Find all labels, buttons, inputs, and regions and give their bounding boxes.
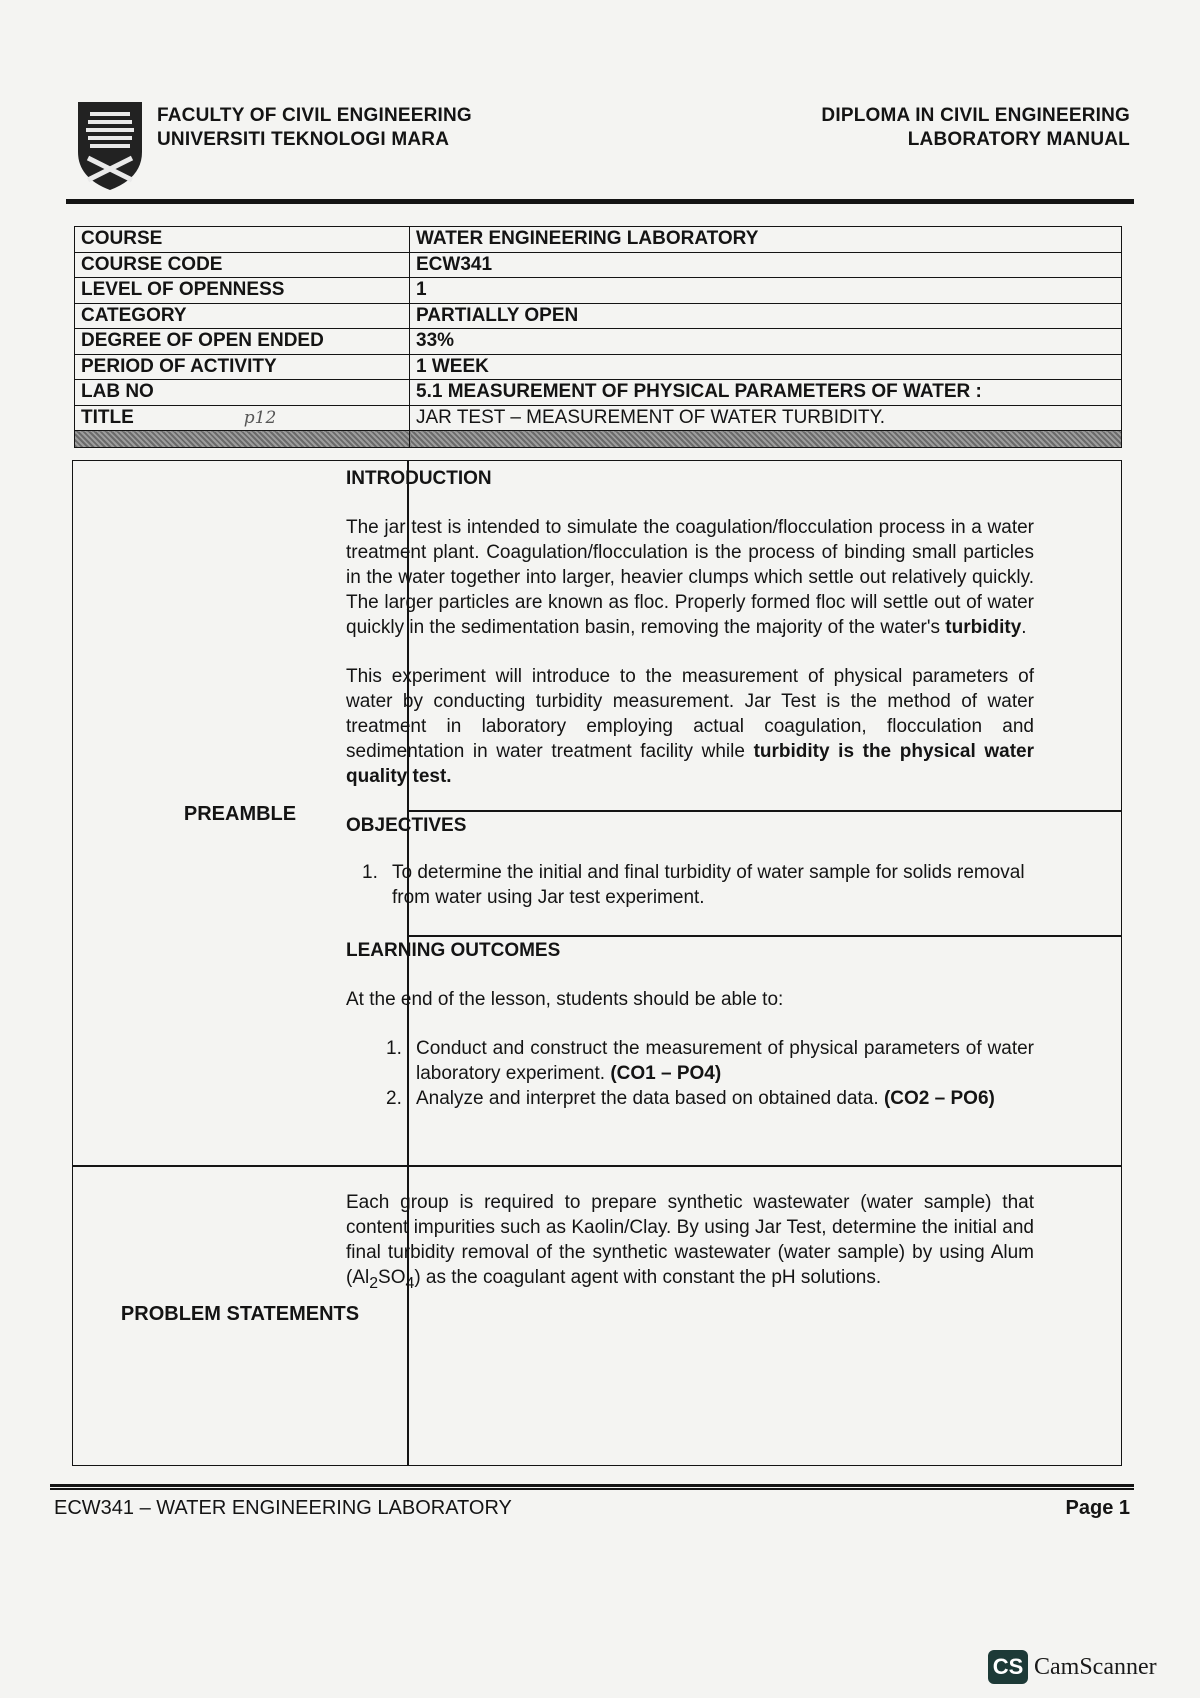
list-number: 1. [386,1038,402,1059]
outcome-text: Conduct and construct the measurement of physical parameters of water laboratory experiment. [416,1038,1034,1084]
list-number: 2. [386,1088,402,1109]
list-item [378,1086,1034,1111]
problem-divider [73,1165,1121,1167]
objective-text: To determine the initial and final turbidity of water sample for solids removal from water using Jar test experiment. [392,862,1025,908]
outcomes-divider [407,935,1121,937]
subscript: 4 [405,1274,415,1292]
introduction-paragraph-2 [346,664,1034,789]
outcome-text: Analyze and interpret the data based on obtained data. [416,1088,884,1109]
faculty-name: FACULTY OF CIVIL ENGINEERING [157,105,472,126]
shaded-cell [75,431,410,448]
manual-name: LABORATORY MANUAL [907,129,1130,150]
handwritten-note: p12 [243,407,277,428]
course-info-table [74,226,1122,448]
table-row [75,380,1122,406]
level-value: 1 [410,278,1122,304]
lab-no-value: 5.1 MEASUREMENT OF PHYSICAL PARAMETERS OF WATER : [410,380,1122,406]
table-row [75,252,1122,278]
problem-text: Each group is required to prepare synthetic wastewater (water sample) that content impurities such as Kaolin/Clay. By using Jar Test, determine the initial and final turbidity removal of the synthetic wastewater (water sample) by using Alum (Al [346,1192,1034,1288]
problem-statements-label: PROBLEM STATEMENTS [120,1303,360,1325]
objectives-list [346,860,1034,910]
header-rule [66,199,1134,204]
camscanner-logo-icon: CS [988,1650,1028,1684]
course-label: COURSE [75,227,410,253]
uitm-logo [74,100,146,192]
degree-label: DEGREE OF OPEN ENDED [75,329,410,355]
camscanner-watermark [988,1650,1157,1684]
table-row [75,278,1122,304]
title-value: JAR TEST – MEASUREMENT OF WATER TURBIDITY. [410,405,1122,431]
course-code-label: COURSE CODE [75,252,410,278]
category-value: PARTIALLY OPEN [410,303,1122,329]
intro-p1-text: The jar test is intended to simulate the coagulation/flocculation process in a water treatment plant. Coagulation/flocculation is the process of binding small particles in the water together into larger, heavier clumps which settle out relatively quickly. The larger particles are known as floc. Properly formed floc will settle out of water quickly in the sedimentation basin, removing the majority of the water's [346,517,1034,638]
introduction-paragraph-1 [346,515,1034,640]
course-value: WATER ENGINEERING LABORATORY [410,227,1122,253]
category-label: CATEGORY [75,303,410,329]
intro-p1-end: . [1021,617,1027,638]
introduction-title: INTRODUCTION [346,468,492,489]
learning-outcomes-title: LEARNING OUTCOMES [346,940,561,961]
outcome-code: (CO1 – PO4) [610,1063,722,1084]
title-label: TITLE [81,406,134,428]
program-name: DIPLOMA IN CIVIL ENGINEERING [821,105,1130,126]
table-row [75,303,1122,329]
intro-p2-bold: turbidity is the physical water quality test. [346,741,1035,787]
camscanner-name: CamScanner [1034,1653,1157,1680]
footer-rule [50,1484,1134,1490]
title-label-cell [75,405,410,431]
list-item [378,1036,1034,1086]
learning-outcomes-intro: At the end of the lesson, students should be able to: [346,989,784,1010]
subscript: 2 [369,1274,379,1292]
table-row [75,329,1122,355]
page-number: Page 1 [1065,1497,1130,1519]
learning-outcomes-section [346,938,1034,1111]
header-right [821,104,1130,152]
objectives-section [346,813,1034,910]
problem-text: SO [378,1267,406,1288]
footer-course: ECW341 – WATER ENGINEERING LABORATORY [54,1497,512,1519]
period-value: 1 WEEK [410,354,1122,380]
preamble-label: PREAMBLE [183,803,297,825]
university-name: UNIVERSITI TEKNOLOGI MARA [157,129,450,150]
table-row [75,227,1122,253]
learning-outcomes-list [346,1036,1034,1111]
objectives-divider [407,810,1121,812]
outcome-code: (CO2 – PO6) [883,1088,995,1109]
degree-value: 33% [410,329,1122,355]
level-label: LEVEL OF OPENNESS [75,278,410,304]
objectives-title: OBJECTIVES [346,815,467,836]
shaded-divider-row [75,431,1122,448]
shaded-cell [410,431,1122,448]
introduction-section [346,466,1034,789]
table-row [75,405,1122,431]
period-label: PERIOD OF ACTIVITY [75,354,410,380]
problem-text: ) as the coagulant agent with constant the pH solutions. [414,1267,882,1288]
list-item [354,860,1034,910]
header-left [157,104,472,152]
lab-no-label: LAB NO [75,380,410,406]
list-number: 1. [362,862,378,883]
table-row [75,354,1122,380]
intro-p1-bold: turbidity [945,617,1022,638]
problem-statement-text [346,1190,1034,1296]
course-code-value: ECW341 [410,252,1122,278]
intro-p2-text: This experiment will introduce to the measurement of physical parameters of water by conducting turbidity measurement. Jar Test is the method of water treatment in laboratory employing actual coagulation, flocculation and sedimentation in water treatment facility while [346,666,1034,762]
